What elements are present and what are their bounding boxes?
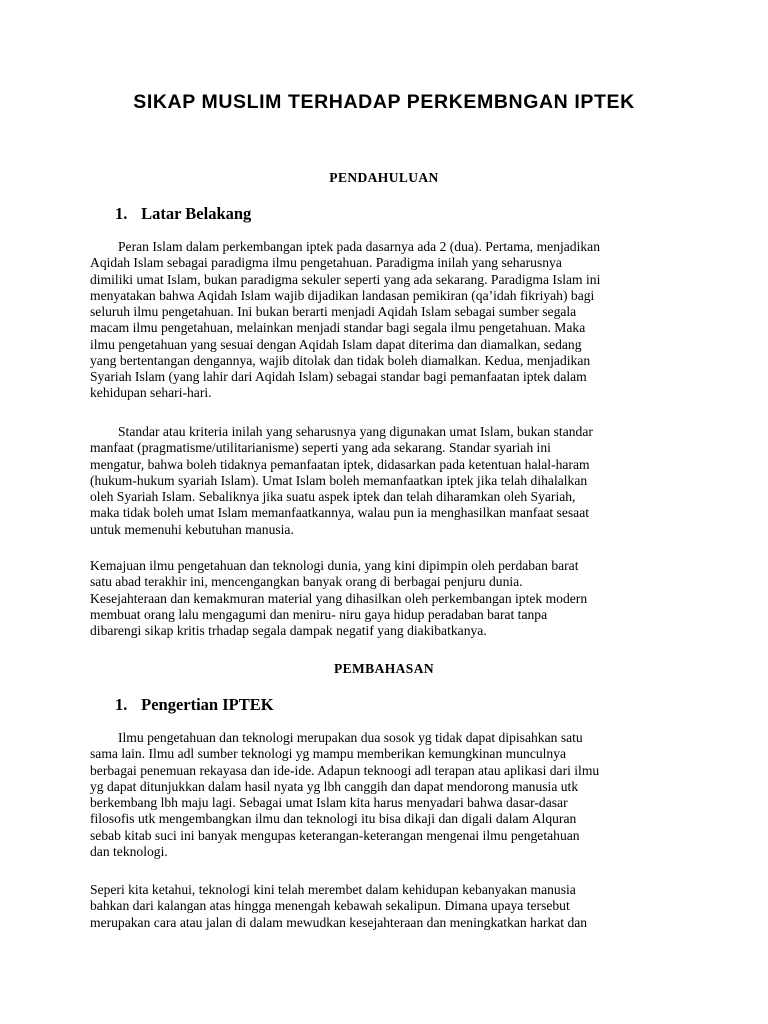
paragraph-line: Standar atau kriteria inilah yang seharusnya yang digunakan umat Islam, bukan standar bbox=[118, 424, 593, 439]
paragraph-line: dan teknologi. bbox=[90, 843, 168, 859]
paragraph-line: yang bertentangan dengannya, wajib ditolak dan tidak boleh diamalkan. Kedua, menjadikan bbox=[90, 352, 591, 368]
paragraph-line: maka tidak boleh umat Islam memanfaatkannya, walau pun ia menghasilkan manfaat sesaat bbox=[90, 505, 590, 521]
paragraph-line: mengatur, bahwa boleh tidaknya pemanfaatan iptek, didasarkan pada ketentuan halal-haram bbox=[90, 456, 590, 472]
paragraph-line: merupakan cara atau jalan di dalam mewudkan kesejahteraan dan meningkatkan harkat dan bbox=[90, 914, 588, 930]
paragraph bbox=[90, 730, 690, 860]
subsection-heading-pengertian-iptek bbox=[115, 694, 274, 716]
paragraph-line: macam ilmu pengetahuan, melainkan menjadi standar bagi segala ilmu pengetahuan. Maka bbox=[90, 320, 586, 336]
paragraph-line: Syariah Islam (yang lahir dari Aqidah Islam) sebagai standar bagi pemanfaatan iptek dalam bbox=[90, 369, 587, 384]
paragraph-line: Kesejahteraan dan kemakmuran material yang dihasilkan oleh perkembangan iptek modern bbox=[90, 590, 588, 606]
section-heading-pembahasan: PEMBAHASAN bbox=[333, 661, 434, 676]
subsection-title: Pengertian IPTEK bbox=[141, 695, 274, 714]
paragraph-line: Kemajuan ilmu pengetahuan dan teknologi dunia, yang kini dipimpin oleh perdaban barat bbox=[90, 558, 579, 573]
paragraph-line: berbagai penemuan rekayasa dan ide-ide. Adapun teknoogi adl terapan atau aplikasi dari ilmu bbox=[90, 762, 600, 778]
paragraph-line: kehidupan sehari-hari. bbox=[90, 385, 212, 401]
paragraph-line: ilmu pengetahuan yang sesuai dengan Aqidah Islam dapat diterima dan diamalkan, sedang bbox=[90, 336, 582, 352]
paragraph bbox=[90, 882, 690, 931]
section-heading-pendahuluan: PENDAHULUAN bbox=[329, 170, 439, 185]
paragraph-line: (hukum-hukum syariah Islam). Umat Islam boleh memanfaatkan iptek jika telah dihalalkan bbox=[90, 472, 588, 488]
subsection-heading-latar-belakang bbox=[115, 203, 251, 225]
paragraph-line: dimiliki umat Islam, bukan paradigma sekuler seperti yang ada sekarang. Paradigma Islam ini bbox=[90, 271, 601, 287]
paragraph-line: sebab kitab suci ini banyak mengupas keterangan-keterangan mengenai ilmu pengetahuan bbox=[90, 827, 580, 843]
paragraph-line: menyatakan bahwa Aqidah Islam wajib dijadikan landasan pemikiran (qa’idah fikriyah) bagi bbox=[90, 287, 595, 303]
paragraph-line: berkembang lbh maju lagi. Sebagai umat Islam kita harus menyadari bahwa dasar-dasar bbox=[90, 795, 568, 810]
subsection-title: Latar Belakang bbox=[141, 204, 252, 223]
paragraph-line: Peran Islam dalam perkembangan iptek pada dasarnya ada 2 (dua). Pertama, menjadikan bbox=[118, 239, 601, 254]
paragraph-line: bahkan dari kalangan atas hingga menengah kebawah sekalipun. Dimana upaya tersebut bbox=[90, 898, 570, 914]
paragraph-line: oleh Syariah Islam. Sebaliknya jika suatu aspek iptek dan telah diharamkan oleh Syariah, bbox=[90, 489, 576, 504]
paragraph-line: filosofis utk mengembangkan ilmu dan teknologi itu bisa dikaji dan digali dalam Alquran bbox=[90, 811, 577, 827]
paragraph bbox=[90, 558, 690, 639]
paragraph-line: Seperi kita ketahui, teknologi kini telah merembet dalam kehidupan kebanyakan manusia bbox=[90, 882, 576, 897]
subsection-number: 1. bbox=[115, 695, 128, 714]
paragraph-line: manfaat (pragmatisme/utilitarianisme) seperti yang ada sekarang. Standar syariah ini bbox=[90, 440, 551, 456]
document-title: SIKAP MUSLIM TERHADAP PERKEMBNGAN IPTEK bbox=[133, 91, 635, 113]
paragraph-line: satu abad terakhir ini, mencengangkan banyak orang di berbagai penjuru dunia. bbox=[90, 574, 523, 590]
paragraph-line: seluruh ilmu pengetahuan. Ini bukan berarti menjadi Aqidah Islam sebagai sumber segala bbox=[90, 304, 577, 319]
paragraph-line: dibarengi sikap kritis trhadap segala dampak negatif yang diakibatkanya. bbox=[90, 623, 487, 638]
subsection-number: 1. bbox=[115, 204, 128, 223]
paragraph bbox=[90, 424, 690, 538]
paragraph-line: sama lain. Ilmu adl sumber teknologi yg mampu memberikan kemungkinan munculnya bbox=[90, 746, 567, 762]
paragraph-line: yg dapat ditunjukkan dalam hasil nyata yg lbh canggih dan dapat mendorong manusia utk bbox=[90, 778, 579, 794]
paragraph bbox=[90, 239, 690, 402]
paragraph-line: membuat orang lalu mengagumi dan meniru- niru gaya hidup peradaban barat tanpa bbox=[90, 606, 548, 622]
paragraph-line: untuk memenuhi kebutuhan manusia. bbox=[90, 521, 294, 537]
paragraph-line: Ilmu pengetahuan dan teknologi merupakan dua sosok yg tidak dapat dipisahkan satu bbox=[118, 730, 583, 745]
paragraph-line: Aqidah Islam sebagai paradigma ilmu pengetahuan. Paradigma inilah yang seharusnya bbox=[90, 255, 562, 271]
